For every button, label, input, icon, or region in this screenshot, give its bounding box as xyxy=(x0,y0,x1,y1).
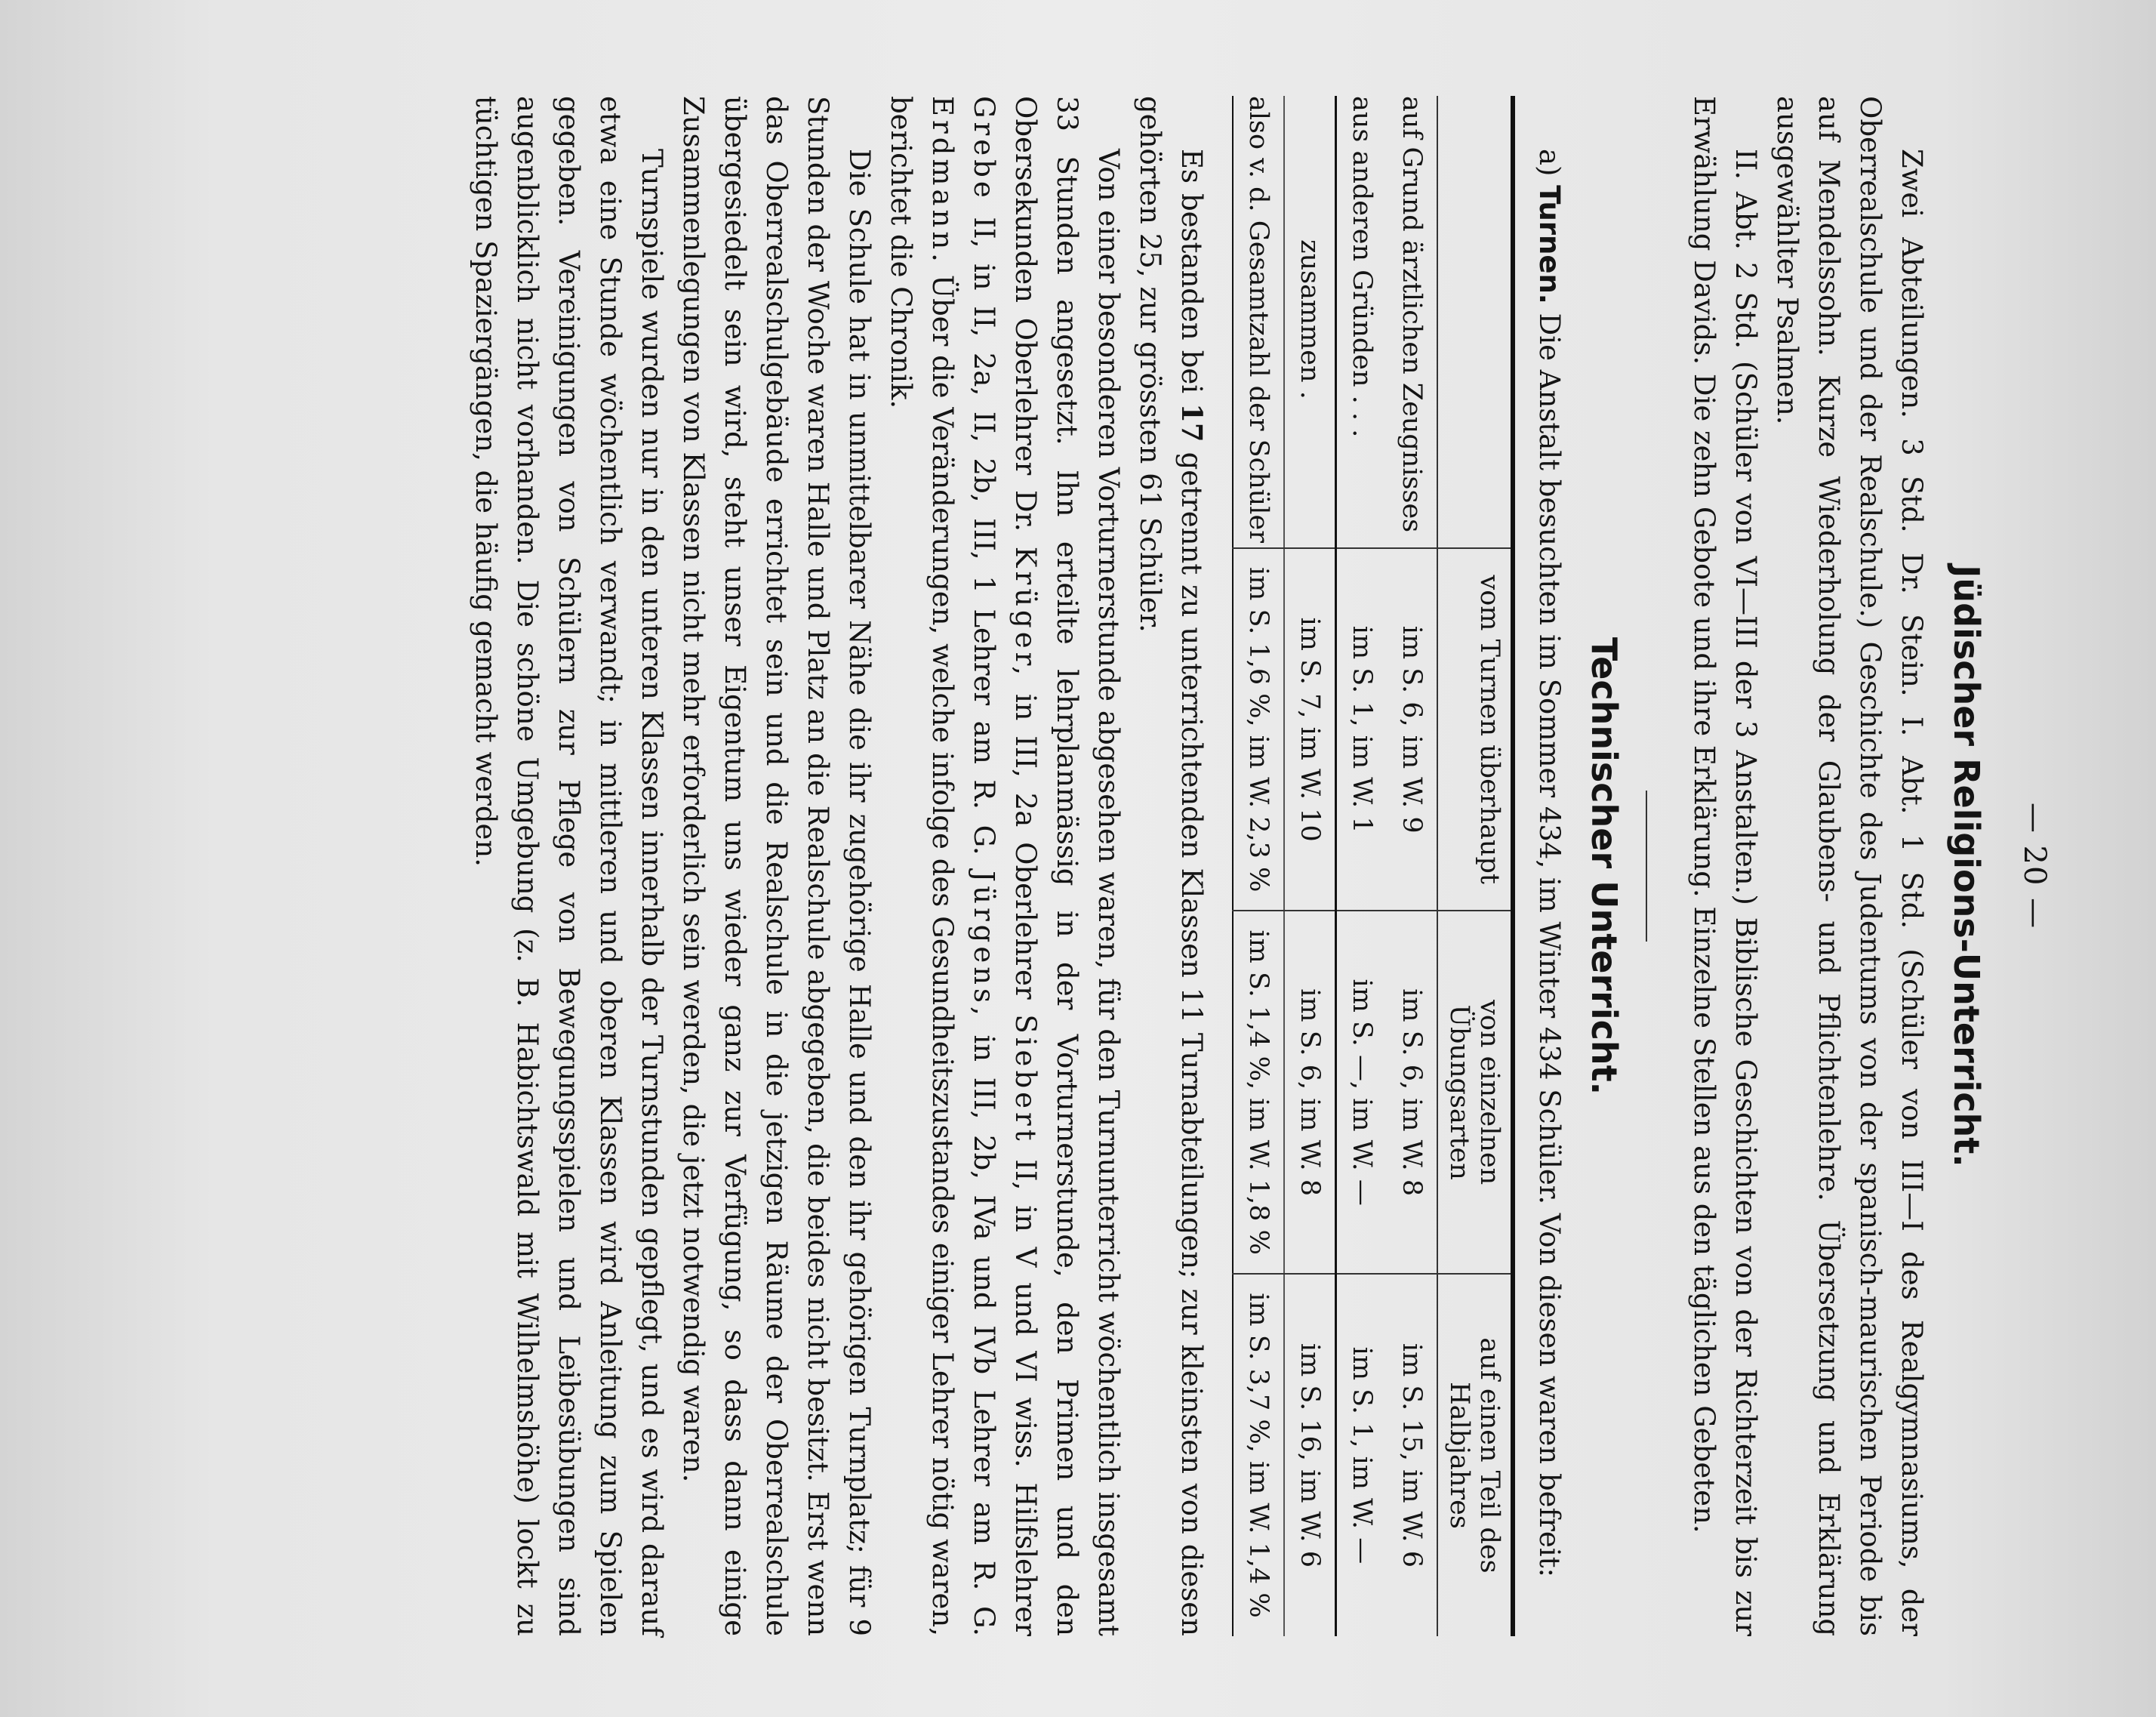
teacher-name: Grebe xyxy=(968,96,1000,202)
table-header-cell xyxy=(1437,96,1513,548)
text-run: II, in V und VI wiss. Hilfslehrer xyxy=(1009,1159,1042,1636)
table-cell: im S. 16, im W. 6 xyxy=(1284,1274,1336,1636)
table-row xyxy=(1387,96,1437,1636)
table-cell: zusammen . xyxy=(1284,96,1336,548)
table-cell: im S. —, im W. — xyxy=(1336,911,1388,1273)
turnabteilungen-paragraph xyxy=(1129,96,1212,1636)
text-run: Es bestanden bei xyxy=(1175,149,1208,394)
table-cell: im S. 6, im W. 8 xyxy=(1284,911,1336,1273)
table-cell: im S. 15, im W. 6 xyxy=(1387,1274,1437,1636)
games-paragraph: Turnspiele wurden nur in den unteren Klassen innerhalb der Turnstunden gepflegt, und es wird darauf etwa eine Stunde wöchentlich verwandt; in mittleren und oberen Klassen wird Anleitung zum Spielen gegeben. Vereinigungen von Schülern zur Pflege von Bewegungsspielen und Leibesübungen sind augenblicklich nicht vorhanden. Die schöne Umgebung (z. B. Habichtswald mit Wilhelmshöhe) lockt zu tüchtigen Spaziergängen, die häufig gemacht werden. xyxy=(470,96,668,1636)
teacher-name: Krüger, xyxy=(1009,546,1042,680)
text-run: in III, 2a Oberlehrer xyxy=(1009,693,1042,1000)
exemption-table xyxy=(1232,96,1515,1636)
religion-paragraph-1: Zwei Abteilungen. 3 Std. Dr. Stein. I. Abt. 1 Std. (Schüler von III—I des Realgymnasiums, der Oberrealschule und der Realschule.) Geschichte des Judentums von der spanisch-maurischen Periode bis auf Mendelssohn. Kurze Wiederholung der Glaubens- und Pflichtenlehre. Übersetzung und Erklärung ausgewählter Psalmen. xyxy=(1771,96,1928,1636)
turnen-label: a) xyxy=(1533,149,1566,177)
document-page xyxy=(104,28,2052,1689)
table-cell: aus anderen Gründen . . . xyxy=(1347,96,1377,438)
section-heading-technical: Technischer Unterricht. xyxy=(1584,637,1625,1096)
text-run: Von einer besonderen Vorturnerstunde abgesehen waren, für den Turnunterricht wöchentlich insgesamt 33 Stunden angesetzt. Ihn erteilte lehrplanmässig in der Vorturnerstunde, den Primen und den Obersekunden Oberlehrer Dr. xyxy=(1009,96,1125,1636)
table-row xyxy=(1336,96,1388,1636)
table-cell: im S. 1, im W. — xyxy=(1336,1274,1388,1636)
table-header-row xyxy=(1437,96,1513,1636)
turnen-intro-text: Die Anstalt besuchten im Sommer 434, im Winter 434 Schüler. Von diesen waren befreit: xyxy=(1533,313,1566,1577)
teacher-name: Erdmann. xyxy=(926,96,959,266)
facilities-paragraph: Die Schule hat in unmittelbarer Nähe die ihr zugehörige Halle und den ihr gehörigen Turnplatz; für 9 Stunden der Woche waren Halle und Platz an die Realschule abgegeben, die beides nicht besitzt. Erst wenn das Oberrealschulgebäude errichtet sein und die Realschule in die jetzigen Räume der Oberrealschule übergesiedelt sein wird, steht unser Eigentum uns wieder ganz zur Verfügung, so dass dann einige Zusammenlegungen von Klassen nicht mehr erforderlich sein werden, die jetzt notwendig waren. xyxy=(677,96,876,1636)
table-cell: im S. 1,6 %, im W. 2,3 % xyxy=(1233,548,1284,911)
table-row-percent xyxy=(1233,96,1284,1636)
section-divider xyxy=(1646,791,1647,942)
text-run: getrennt zu unterrichtenden Klassen 11 Turnabteilungen; zur kleinsten von diesen gehörten 25, zur grössten 61 Schüler. xyxy=(1134,96,1208,1637)
table-header-cell: von einzelnen Übungsarten xyxy=(1437,911,1513,1273)
teacher-name: Jürgens, xyxy=(968,871,1000,1019)
text-run: II, in II, 2a, II, 2b, III, 1 Lehrer am R. G. xyxy=(968,217,1000,855)
table-cell: im S. 1,4 %, im W. 1,8 % xyxy=(1233,911,1284,1273)
table-cell: im S. 6, im W. 9 xyxy=(1387,548,1437,911)
religion-paragraph-2: II. Abt. 2 Std. (Schüler von VI—III der 3 Anstalten.) Biblische Geschichten von der Richterzeit bis zur Erwählung Davids. Die zehn Gebote und ihre Erklärung. Einzelne Stellen aus den täglichen Gebeten. xyxy=(1688,96,1762,1636)
page-number: — 20 — xyxy=(2017,802,2052,930)
table-header-cell: vom Turnen überhaupt xyxy=(1437,548,1513,911)
table-cell: im S. 1, im W. 1 xyxy=(1336,548,1388,911)
teacher-name: Siebert xyxy=(1009,1014,1042,1145)
section-heading-religion: Jüdischer Religions-Unterricht. xyxy=(1946,565,1987,1167)
table-cell: im S. 7, im W. 10 xyxy=(1284,548,1336,911)
turnen-intro xyxy=(1529,96,1570,1636)
table-cell: also v. d. Gesamtzahl der Schüler xyxy=(1233,96,1284,548)
text-run: in III, 2b, IVa und IVb Lehrer am R. G. xyxy=(968,1034,1000,1636)
table-cell: auf Grund ärztlichen Zeugnisses xyxy=(1397,96,1427,533)
text-run: Über die Veränderungen, welche infolge des Gesundheitszustandes einiger Lehrer nötig waren, berichtet die Chronik. xyxy=(885,96,959,1636)
turnen-title: Turnen. xyxy=(1533,185,1566,304)
table-cell: im S. 3,7 %, im W. 1,4 % xyxy=(1233,1274,1284,1636)
table-header-cell: auf einen Teil des Halbjahres xyxy=(1437,1274,1513,1636)
class-count: 17 xyxy=(1175,403,1209,442)
table-cell: im S. 6, im W. 8 xyxy=(1387,911,1437,1273)
table-row-total xyxy=(1284,96,1336,1636)
teachers-paragraph xyxy=(880,96,1129,1636)
